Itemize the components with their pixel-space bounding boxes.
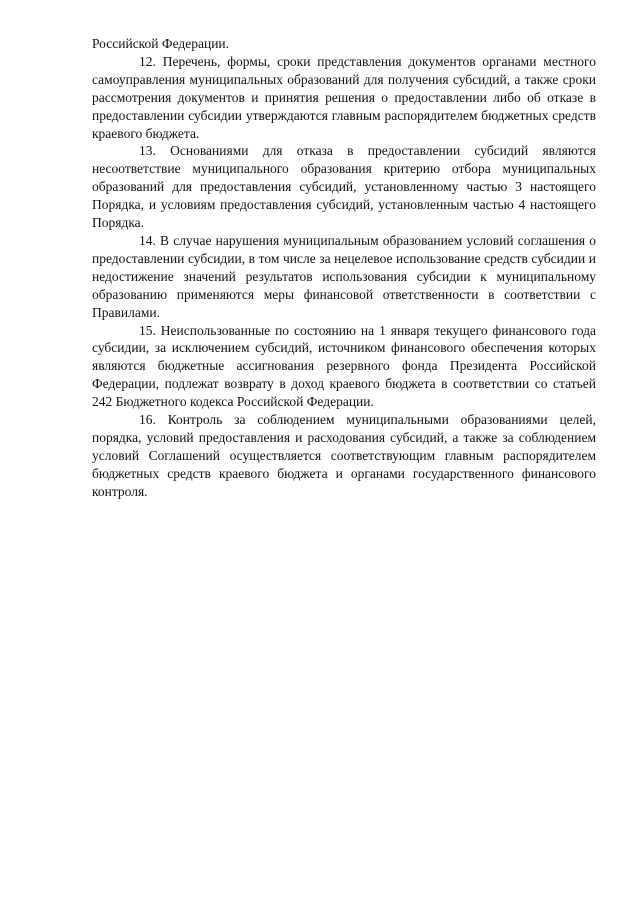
paragraph-item-14: 14. В случае нарушения муниципальным образованием условий соглашения о предоставлении субсидии, в том числе за нецелевое использование средств субсидии и недостижение значений результатов использования субсидии к муниципальному образованию применяются меры финансовой ответственности в соответствии с Правилами. [92, 232, 596, 320]
paragraph-item-15: 15. Неиспользованные по состоянию на 1 января текущего финансового года субсидии, за исключением субсидий, источником финансового обеспечения которых являются бюджетные ассигнования резервного фонда Президента Российской Федерации, подлежат возврату в доход краевого бюджета в соответствии со статьей 242 Бюджетного кодекса Российской Федерации. [92, 322, 596, 410]
paragraph-continuation: Российской Федерации. [92, 36, 230, 51]
paragraph-item-16: 16. Контроль за соблюдением муниципальными образованиями целей, порядка, условий предоставления и расходования субсидий, а также за соблюдением условий Соглашений осуществляется соответствующим главным распорядителем бюджетных средств краевого бюджета и органами государственного финансового контроля. [92, 412, 596, 499]
paragraph-item-13: 13. Основаниями для отказа в предоставлении субсидий являются несоответствие муниципального образования критерию отбора муниципальных образований для предоставления субсидий, установленному частью 3 настоящего Порядка, и условиям предоставления субсидий, установленным частью 4 настоящего Порядка. [92, 143, 596, 231]
paragraph-item-12: 12. Перечень, формы, сроки представления документов органами местного самоуправления муниципальных образований для получения субсидий, а также сроки рассмотрения документов и принятия решения о предоставлении либо об отказе в предоставлении субсидии утверждаются главным распорядителем бюджетных средств краевого бюджета. [92, 53, 596, 141]
document-body [92, 35, 596, 501]
